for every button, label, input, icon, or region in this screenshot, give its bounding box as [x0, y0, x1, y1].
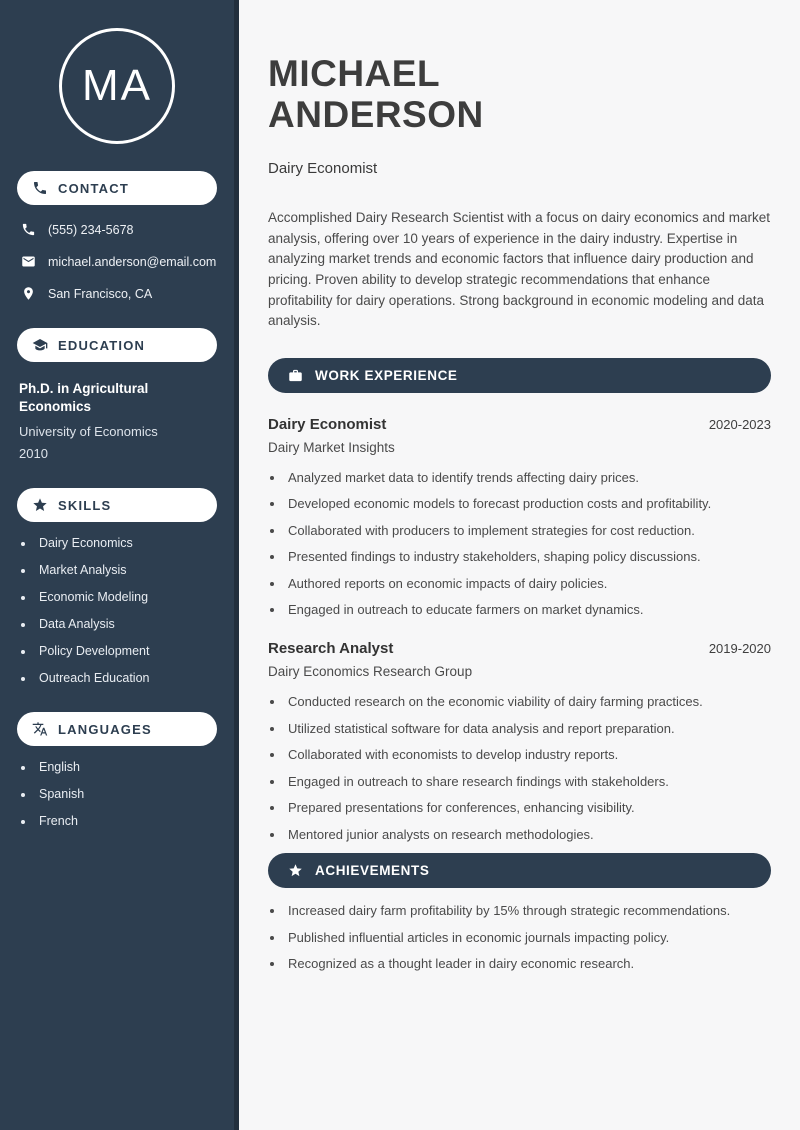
- contact-email: [21, 254, 215, 269]
- contact-location: [21, 286, 215, 301]
- job-role: Dairy Economist: [268, 415, 387, 433]
- education-section-header: [17, 328, 217, 362]
- job-bullet: • Presented findings to industry stakeholders, shaping policy discussions.: [285, 549, 771, 564]
- job-bullet: • Engaged in outreach to educate farmers on market dynamics.: [285, 602, 771, 617]
- avatar: [59, 28, 175, 144]
- achievements-banner: [268, 853, 771, 888]
- job-role: Research Analyst: [268, 640, 394, 658]
- job-bullet: • Collaborated with producers to implement strategies for cost reduction.: [285, 523, 771, 538]
- contact-phone: [21, 222, 215, 237]
- skill-item: • Market Analysis: [35, 563, 217, 577]
- last-name: ANDERSON: [268, 94, 484, 136]
- language-item: • English: [35, 760, 217, 774]
- professional-summary: Accomplished Dairy Research Scientist with a focus on dairy economics and market analysis, offering over 10 years of experience in the dairy industry. Expertise in analyzing market trends and economic factors that influence dairy production and pricing. Proven ability to develop strategic recommendations that enhance profitability for dairy operations. Strong background in economic modeling and data analysis.: [268, 210, 770, 329]
- education-degree: Ph.D. in Agricultural Economics: [19, 381, 149, 415]
- phone-icon: [21, 222, 36, 237]
- achievement-bullet: • Published influential articles in economic journals impacting policy.: [285, 930, 771, 945]
- achievements-list: [268, 903, 771, 971]
- job-bullet: • Analyzed market data to identify trends affecting dairy prices.: [285, 470, 771, 485]
- job-bullet: • Utilized statistical software for data analysis and report preparation.: [285, 721, 771, 736]
- contact-location-text: San Francisco, CA: [48, 286, 153, 301]
- languages-list: [17, 760, 217, 828]
- language-item: • Spanish: [35, 787, 217, 801]
- job-entry: [268, 416, 771, 618]
- education-school: University of Economics: [19, 424, 158, 440]
- languages-section-header: [17, 712, 217, 746]
- main-content: [239, 0, 800, 1130]
- contact-phone-text: (555) 234-5678: [48, 222, 134, 237]
- job-bullet: • Developed economic models to forecast production costs and profitability.: [285, 496, 771, 511]
- job-dates: 2020-2023: [708, 416, 771, 432]
- skill-item: • Policy Development: [35, 644, 217, 658]
- job-dates: 2019-2020: [708, 641, 771, 657]
- job-entry: [268, 640, 771, 842]
- job-company: Dairy Economics Research Group: [268, 664, 473, 680]
- avatar-initials: MA: [82, 61, 152, 110]
- job-bullet: • Prepared presentations for conferences, enhancing visibility.: [285, 800, 771, 815]
- job-bullet-list: [268, 694, 771, 842]
- skill-item: • Economic Modeling: [35, 590, 217, 604]
- job-bullet: • Engaged in outreach to share research findings with stakeholders.: [285, 774, 771, 789]
- location-pin-icon: [21, 286, 36, 301]
- star-icon: [32, 497, 48, 513]
- candidate-name: [268, 53, 771, 136]
- contact-section-title: CONTACT: [58, 180, 129, 196]
- work-experience-banner: [268, 358, 771, 393]
- skill-item: • Outreach Education: [35, 671, 217, 685]
- skills-section-title: SKILLS: [58, 497, 112, 513]
- education-entry: [19, 380, 215, 461]
- job-company: Dairy Market Insights: [268, 439, 395, 455]
- job-bullet: • Authored reports on economic impacts of dairy policies.: [285, 576, 771, 591]
- star-icon: [288, 863, 303, 878]
- education-year: 2010: [19, 446, 48, 462]
- skills-list: [17, 536, 217, 685]
- first-name: MICHAEL: [268, 52, 441, 94]
- work-experience-title: WORK EXPERIENCE: [315, 367, 458, 383]
- email-icon: [21, 254, 36, 269]
- job-bullet: • Mentored junior analysts on research methodologies.: [285, 827, 771, 842]
- contact-email-text: michael.anderson@email.com: [48, 254, 217, 269]
- candidate-title: Dairy Economist: [268, 160, 378, 178]
- briefcase-icon: [288, 368, 303, 383]
- job-header: [268, 640, 771, 657]
- languages-section-title: LANGUAGES: [58, 721, 152, 737]
- contact-section-header: [17, 171, 217, 205]
- job-bullet: • Conducted research on the economic viability of dairy farming practices.: [285, 694, 771, 709]
- skill-item: • Dairy Economics: [35, 536, 217, 550]
- achievements-title: ACHIEVEMENTS: [315, 863, 430, 879]
- language-item: • French: [35, 814, 217, 828]
- job-header: [268, 416, 771, 433]
- phone-icon: [32, 180, 48, 196]
- job-bullet: • Collaborated with economists to develop industry reports.: [285, 747, 771, 762]
- skills-section-header: [17, 488, 217, 522]
- skill-item: • Data Analysis: [35, 617, 217, 631]
- graduation-cap-icon: [32, 337, 48, 353]
- translate-icon: [32, 721, 48, 737]
- job-bullet-list: [268, 470, 771, 618]
- education-section-title: EDUCATION: [58, 337, 146, 353]
- achievement-bullet: • Recognized as a thought leader in dairy economic research.: [285, 956, 771, 971]
- sidebar: [0, 0, 239, 1130]
- achievement-bullet: • Increased dairy farm profitability by 15% through strategic recommendations.: [285, 903, 771, 918]
